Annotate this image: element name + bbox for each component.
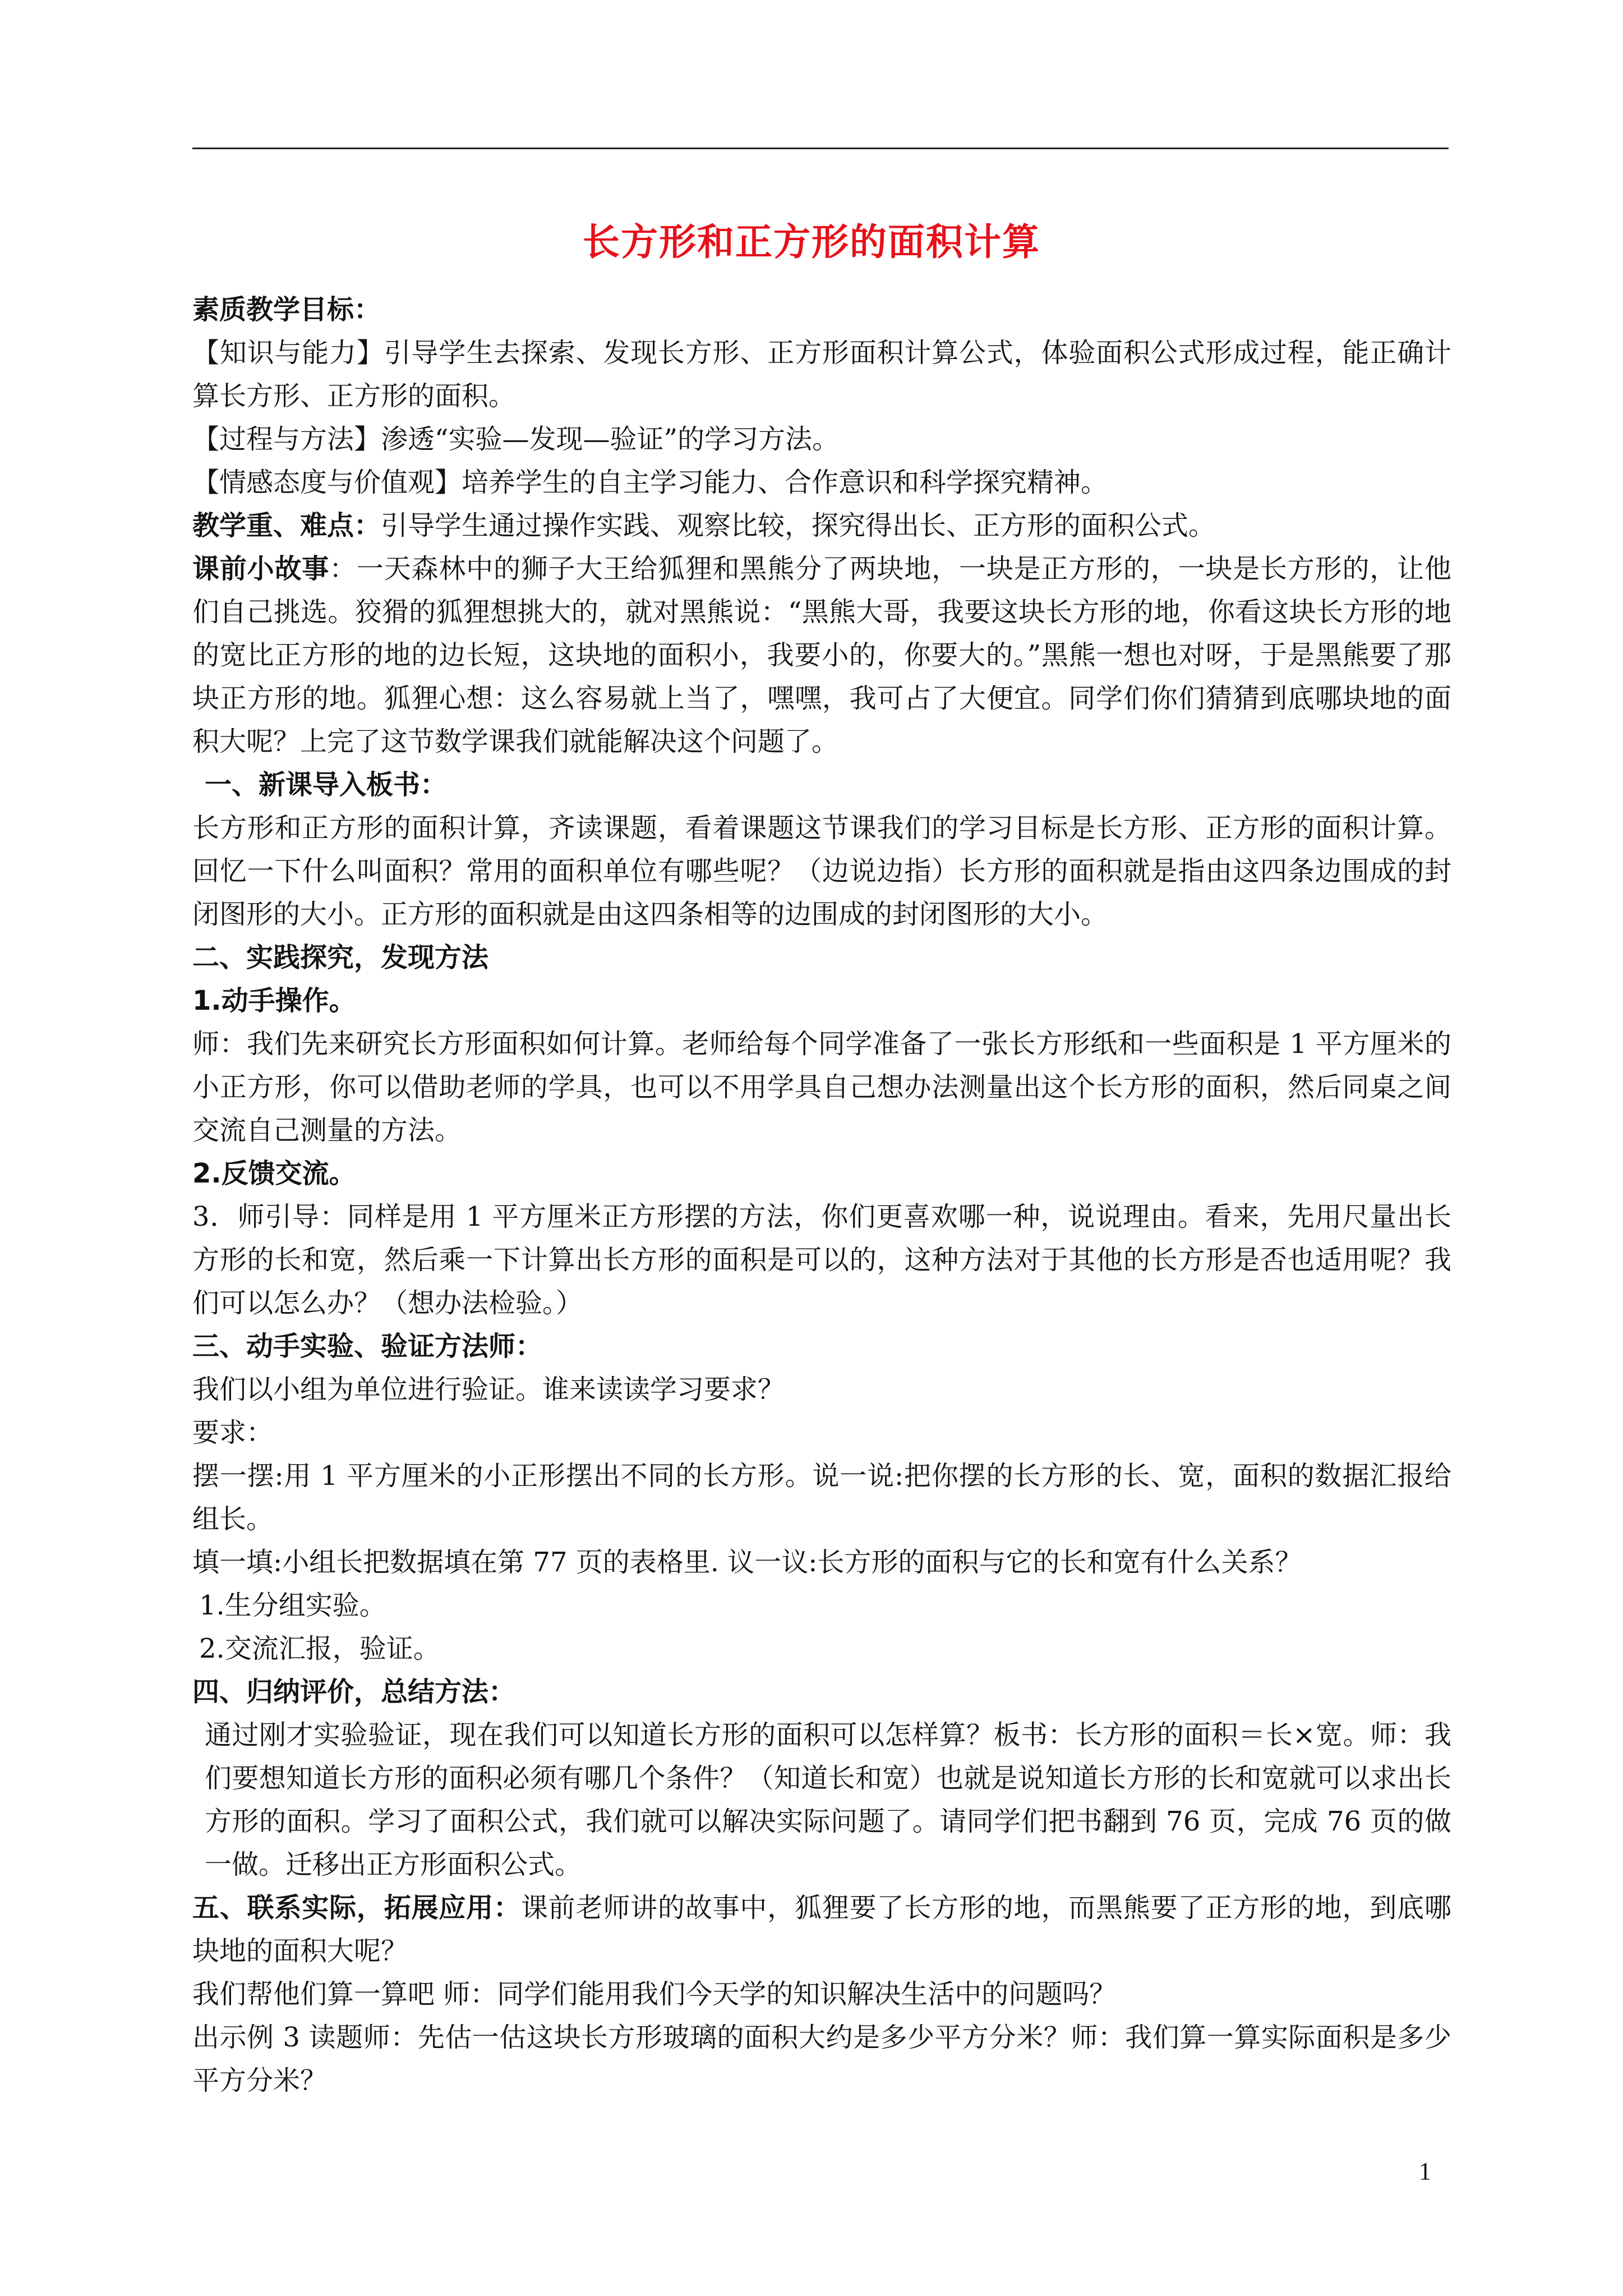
paragraph bbox=[192, 504, 1451, 547]
paragraph: 【过程与方法】渗透“实验—发现—验证”的学习方法。 bbox=[192, 424, 840, 455]
paragraph bbox=[192, 1887, 1451, 1973]
document-body bbox=[192, 288, 1451, 2102]
inline-text: 课前老师讲的故事中，狐狸要了长方形的地，而黑熊要了正方形的地，到底哪块地的面积大呢？ bbox=[192, 1892, 1451, 1967]
paragraph: 长方形和正方形的面积计算，齐读课题，看着课题这节课我们的学习目标是长方形、正方形的面积计算。回忆一下什么叫面积？常用的面积单位有哪些呢？（边说边指）长方形的面积就是指由这四条边围成的封闭图形的大小。正方形的面积就是由这四条相等的边围成的封闭图形的大小。 bbox=[192, 812, 1451, 930]
paragraph: 师：我们先来研究长方形面积如何计算。老师给每个同学准备了一张长方形纸和一些面积是 1 平方厘米的小正方形，你可以借助老师的学具，也可以不用学具自己想办法测量出这个长方形的面积，然后同桌之间交流自己测量的方法。 bbox=[192, 1028, 1451, 1146]
section-heading: 二、实践探究，发现方法 bbox=[192, 942, 489, 973]
paragraph: 要求： bbox=[192, 1417, 274, 1448]
list-item: 1.生分组实验。 bbox=[199, 1590, 386, 1621]
paragraph: 出示例 3 读题师：先估一估这块长方形玻璃的面积大约是多少平方分米？师：我们算一算实际面积是多少平方分米？ bbox=[192, 2022, 1451, 2096]
section-heading: 三、动手实验、验证方法师： bbox=[192, 1331, 543, 1362]
page-number: 1 bbox=[1419, 2157, 1431, 2185]
paragraph: 摆一摆:用 1 平方厘米的小正形摆出不同的长方形。说一说:把你摆的长方形的长、宽，面积的数据汇报给组长。 bbox=[192, 1460, 1451, 1535]
paragraph: 【知识与能力】引导学生去探索、发现长方形、正方形面积计算公式，体验面积公式形成过程，能正确计算长方形、正方形的面积。 bbox=[192, 337, 1451, 412]
inline-text: 引导学生通过操作实践、观察比较，探究得出长、正方形的面积公式。 bbox=[381, 510, 1216, 541]
section-heading: 素质教学目标： bbox=[192, 294, 381, 325]
paragraph: 3．师引导：同样是用 1 平方厘米正方形摆的方法，你们更喜欢哪一种，说说理由。看来，先用尺量出长方形的长和宽，然后乘一下计算出长方形的面积是可以的，这种方法对于其他的长方形是否也适用呢？我们可以怎么办？（想办法检验。） bbox=[192, 1201, 1451, 1319]
paragraph: 通过刚才实验验证，现在我们可以知道长方形的面积可以怎样算？板书：长方形的面积＝长×宽。师：我们要想知道长方形的面积必须有哪几个条件？（知道长和宽）也就是说知道长方形的长和宽就可以求出长方形的面积。学习了面积公式，我们就可以解决实际问题了。请同学们把书翻到 76 页，完成 76 页的做一做。迁移出正方形面积公式。 bbox=[205, 1719, 1451, 1880]
inline-text: ：一天森林中的狮子大王给狐狸和黑熊分了两块地，一块是正方形的，一块是长方形的，让他们自己挑选。狡猾的狐狸想挑大的，就对黑熊说：“黑熊大哥，我要这块长方形的地，你看这块长方形的地的宽比正方形的地的边长短，这块地的面积小，我要小的，你要大的。”黑熊一想也对呀，于是黑熊要了那块正方形的地。狐狸心想：这么容易就上当了，嘿嘿，我可占了大便宜。同学们你们猜猜到底哪块地的面积大呢？上完了这节数学课我们就能解决这个问题了。 bbox=[192, 553, 1451, 757]
section-heading: 一、新课导入板书： bbox=[205, 769, 448, 800]
paragraph: 填一填:小组长把数据填在第 77 页的表格里. 议一议:长方形的面积与它的长和宽有什么关系？ bbox=[192, 1547, 1302, 1578]
list-item: 2.交流汇报，验证。 bbox=[199, 1633, 440, 1664]
inline-heading: 五、联系实际，拓展应用： bbox=[192, 1892, 521, 1924]
sub-heading: 2.反馈交流。 bbox=[192, 1158, 356, 1189]
sub-heading: 1.动手操作。 bbox=[192, 985, 356, 1016]
paragraph: 我们以小组为单位进行验证。谁来读读学习要求？ bbox=[192, 1374, 785, 1405]
paragraph: 【情感态度与价值观】培养学生的自主学习能力、合作意识和科学探究精神。 bbox=[192, 467, 1108, 498]
paragraph: 我们帮他们算一算吧 师：同学们能用我们今天学的知识解决生活中的问题吗？ bbox=[192, 1978, 1117, 2010]
inline-heading: 课前小故事 bbox=[192, 553, 330, 585]
section-heading: 四、归纳评价，总结方法： bbox=[192, 1676, 516, 1708]
document-title: 长方形和正方形的面积计算 bbox=[583, 220, 1040, 264]
header-rule bbox=[192, 148, 1449, 149]
paragraph bbox=[192, 547, 1451, 763]
inline-heading: 教学重、难点： bbox=[192, 510, 381, 541]
